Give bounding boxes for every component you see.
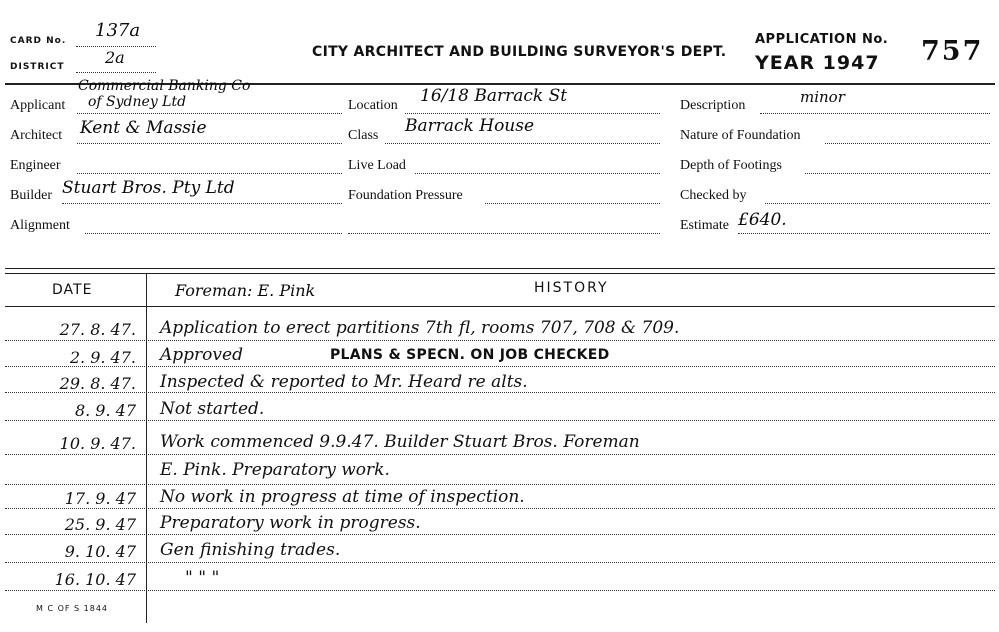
history-date: 10. 9. 47. [59, 434, 136, 453]
applicant-value-line2: of Sydney Ltd [88, 94, 187, 110]
location-label: Location [348, 98, 398, 113]
date-column-header: DATE [52, 282, 93, 298]
class-label: Class [348, 128, 379, 143]
description-label: Description [680, 98, 746, 113]
estimate-value: £640. [738, 210, 787, 230]
history-date: 9. 10. 47 [64, 542, 136, 561]
location-value: 16/18 Barrack St [420, 86, 568, 106]
department-title: CITY ARCHITECT AND BUILDING SURVEYOR'S DEPT. [312, 44, 727, 60]
history-date: 2. 9. 47. [69, 348, 136, 367]
district-value: 2a [105, 48, 125, 67]
history-date: 16. 10. 47 [54, 570, 136, 589]
class-value: Barrack House [405, 116, 535, 136]
history-entry: Inspected & reported to Mr. Heard re alts. [160, 372, 528, 392]
history-date: 27. 8. 47. [59, 320, 136, 339]
builder-value: Stuart Bros. Pty Ltd [62, 178, 235, 198]
history-date: 25. 9. 47 [64, 515, 136, 534]
history-date: 29. 8. 47. [59, 374, 136, 393]
history-entry: E. Pink. Preparatory work. [160, 460, 390, 480]
live-load-label: Live Load [348, 158, 406, 173]
engineer-label: Engineer [10, 158, 61, 173]
history-entry: Not started. [160, 399, 265, 419]
history-entry: Approved [160, 345, 243, 365]
history-entry: Application to erect partitions 7th fl, rooms 707, 708 & 709. [160, 318, 680, 338]
application-no-value: 757 [921, 36, 984, 67]
card-no-label: CARD No. [10, 36, 67, 46]
applicant-label: Applicant [10, 98, 66, 113]
nature-of-foundation-label: Nature of Foundation [680, 128, 801, 143]
checked-by-label: Checked by [680, 188, 747, 203]
history-column-header: HISTORY [534, 280, 609, 296]
year-label: YEAR 1947 [755, 52, 880, 74]
applicant-value-line1: Commercial Banking Co [78, 78, 251, 94]
description-value: minor [800, 88, 845, 106]
architect-label: Architect [10, 128, 63, 143]
foreman-note: Foreman: E. Pink [175, 281, 316, 300]
history-entry: Gen finishing trades. [160, 540, 341, 560]
depth-of-footings-label: Depth of Footings [680, 158, 782, 173]
history-date: 17. 9. 47 [64, 489, 136, 508]
card-no-value: 137a [95, 20, 141, 41]
builder-label: Builder [10, 188, 52, 203]
alignment-label: Alignment [10, 218, 70, 233]
application-no-label: APPLICATION No. [755, 32, 889, 47]
history-entry: Preparatory work in progress. [160, 513, 421, 533]
foundation-pressure-label: Foundation Pressure [348, 188, 463, 203]
history-entry: " " " [185, 568, 220, 588]
history-date: 8. 9. 47 [74, 401, 136, 420]
architect-value: Kent & Massie [80, 118, 207, 138]
form-code: M C OF S 1844 [36, 604, 108, 613]
history-entry: No work in progress at time of inspection. [160, 487, 525, 507]
estimate-label: Estimate [680, 218, 729, 233]
district-label: DISTRICT [10, 62, 65, 72]
history-entry: Work commenced 9.9.47. Builder Stuart Bros. Foreman [160, 432, 640, 452]
plans-checked-stamp: PLANS & SPECN. ON JOB CHECKED [330, 347, 610, 363]
